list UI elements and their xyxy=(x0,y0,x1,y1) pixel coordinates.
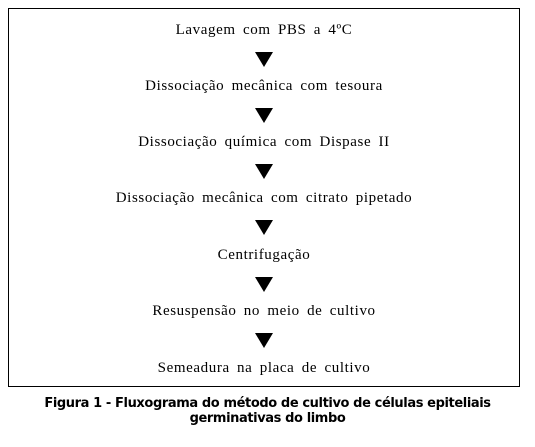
flowchart-frame xyxy=(8,8,520,387)
down-arrow-icon xyxy=(255,164,273,179)
figure-caption-line-1: Figura 1 - Fluxograma do método de cultivo de células epiteliais xyxy=(44,396,491,411)
flow-step-chemical-dispase: Dissociação química com Dispase II xyxy=(138,134,390,150)
down-arrow-icon xyxy=(255,108,273,123)
flow-step-washing: Lavagem com PBS a 4ºC xyxy=(175,22,353,38)
flow-step-mechanical-scissors: Dissociação mecânica com tesoura xyxy=(145,78,383,94)
down-arrow-icon xyxy=(255,52,273,67)
down-arrow-icon xyxy=(255,333,273,348)
figure-caption-line-2: germinativas do limbo xyxy=(189,411,346,426)
flow-step-seeding: Semeadura na placa de cultivo xyxy=(157,360,371,376)
flow-step-centrifugation: Centrifugação xyxy=(217,247,311,263)
down-arrow-icon xyxy=(255,220,273,235)
down-arrow-icon xyxy=(255,277,273,292)
flow-step-mechanical-citrate: Dissociação mecânica com citrato pipetado xyxy=(115,190,413,206)
flow-step-resuspension: Resuspensão no meio de cultivo xyxy=(152,303,376,319)
